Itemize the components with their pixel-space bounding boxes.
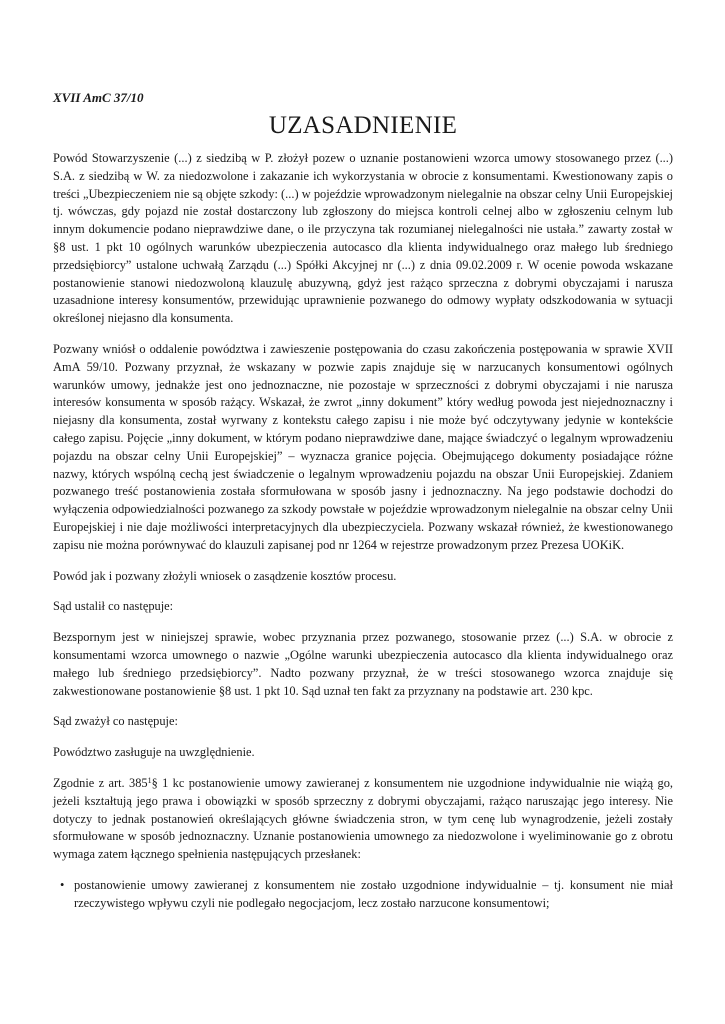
document-title: UZASADNIENIE	[268, 112, 458, 139]
paragraph-defendant-response: Pozwany wniósł o oddalenie powództwa i zawieszenie postępowania do czasu zakończenia postępowania w sprawie XVII AmA 59/10. Pozwany przyznał, że wskazany w pozwie zapis znajduje się w narzucanych konsumentowi ogólnych warunków umowy, jednakże jest ono jednoznaczne, nie pozostaje w sprzeczności z dobrymi obyczajami i nie narusza interesów konsumenta w sposób rażący. Wskazał, że zwrot „inny dokument” który według powoda jest niejednoznaczny i niejasny dla konsumenta, został wyrwany z kontekstu całego zapisu i nie może być odczytywany jedynie w kontekście całego zapisu. Pojęcie „inny dokument, w którym podano nieprawdziwe dane, mające świadczyć o legalnym wprowadzeniu pojazdu na obszar celny Unii Europejskiej” – wyznacza granice pojęcia. Obejmującego dokumenty posiadające różne nazwy, których wspólną cechą jest świadczenie o legalnym wprowadzeniu pojazdu na obszar Unii Europejskiej. Zdaniem pozwanego treść postanowienia została sformułowana w sposób jasny i jednoznaczny. Na jego podstawie dochodzi do wyłączenia odpowiedzialności pozwanego za szkody powstałe w pojeździe wprowadzonym nielegalnie na obszar celny Unii Europejskiej i nie daje możliwości interpretacyjnych dla ubezpieczyciela. Pozwany wskazał również, że kwestionowanego zapisu nie można porównywać do klauzuli zapisanej pod nr 1264 w rejestrze prowadzonym przez Prezesa UOKiK.	[53, 341, 673, 552]
legal-basis-superscript: 1	[147, 775, 152, 785]
case-number: XVII AmC 37/10	[53, 90, 144, 105]
legal-basis-text-end: § 1 kc postanowienie umowy zawieranej z konsumentem nie uzgodnione indywidualnie nie wiążą go, jeżeli kształtują jego prawa i obowiązki w sposób sprzeczny z dobrymi obyczajami, rażąco naruszając jego interesy. Nie dotyczy to jednak postanowień określających główne świadczenia stron, w tym cenę lub wynagrodzenie, jeżeli zostały sformułowane w sposób jednoznaczny. Uznanie postanowienia umownego za niedozwolone i wyeliminowanie go z obrotu wymaga zatem łącznego spełnienia następujących przesłanek:	[53, 775, 673, 862]
paragraph-claim-justified: Powództwo zasługuje na uwzględnienie.	[53, 745, 255, 760]
paragraph-costs: Powód jak i pozwany złożyli wniosek o zasądzenie kosztów procesu.	[53, 568, 397, 583]
bullet-icon: •	[60, 877, 65, 892]
conditions-list	[53, 877, 673, 913]
paragraph-legal-basis	[53, 775, 673, 864]
paragraph-claim: Powód Stowarzyszenie (...) z siedzibą w P. złożył pozew o uznanie postanowieni wzorca umowy stosowanego przez (...) S.A. z siedzibą w W. za niedozwolone i zakazanie ich wykorzystania w obrocie z konsumentami. Kwestionowany zapis o treści „Ubezpieczeniem nie są objęte szkody: (...) w pojeździe wprowadzonym nielegalnie na obszar celny Unii Europejskiej tj. wówczas, gdy pojazd nie został dostarczony lub zgłoszony do miejsca kontroli celnej albo w zgłoszeniu celnym lub innym dokumencie podano nieprawdziwe dane, o ile przyczyna tak rozumianej nielegalności nie ustała.” zawarty został w §8 ust. 1 pkt 10 ogólnych warunków ubezpieczenia autocasco dla klienta indywidualnego oraz małego lub średniego przedsiębiorcy” ustalone uchwałą Zarządu (...) Spółki Akcyjnej nr (...) z dnia 09.02.2009 r. W ocenie powoda wskazane postanowienie stanowi niedozwoloną klauzulę abuzywną, gdyż jest rażąco sprzeczna z dobrymi obyczajami i narusza uzasadnione interesy konsumentów, przewidując uprawnienie pozwanego do odmowy wypłaty odszkodowania w sytuacji określonej niejasno dla konsumenta.	[53, 151, 673, 326]
paragraph-court-findings-heading: Sąd ustalił co następuje:	[53, 599, 174, 614]
list-item-text: postanowienie umowy zawieranej z konsumentem nie zostało uzgodnione indywidualnie – tj. konsument nie miał rzeczywistego wpływu czyli nie podlegało negocjacjom, lecz zostało narzucone konsumentowi;	[74, 877, 673, 910]
legal-basis-text-start: Zgodnie z art. 385	[53, 775, 148, 790]
list-item	[60, 877, 673, 913]
paragraph-court-considerations-heading: Sąd zważył co następuje:	[53, 714, 178, 729]
paragraph-undisputed-facts: Bezspornym jest w niniejszej sprawie, wobec przyznania przez pozwanego, stosowanie przez (...) S.A. w obrocie z konsumentami wzorca umownego o nazwie „Ogólne warunki ubezpieczenia autocasco dla klienta indywidualnego oraz małego lub średniego przedsiębiorcy”. Nadto pozwany przyznał, że w treści stosowanego wzorca znajduje się zakwestionowane postanowienie §8 ust. 1 pkt 10. Sąd uznał ten fakt za przyznany na podstawie art. 230 kpc.	[53, 630, 673, 698]
